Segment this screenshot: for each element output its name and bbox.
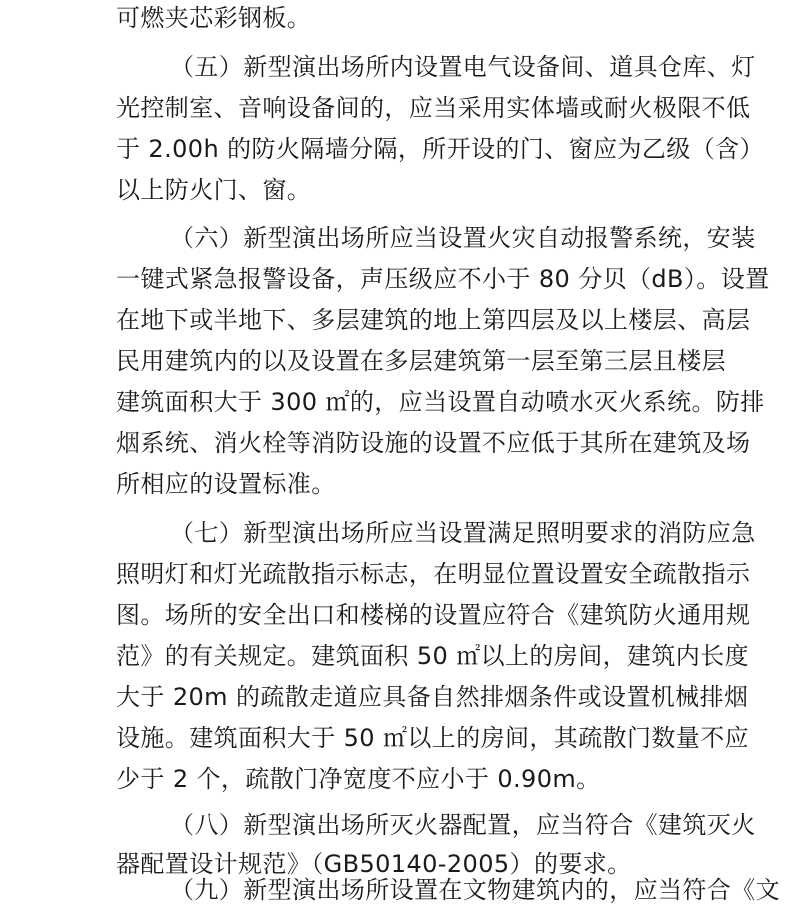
section-5-line-4: 以上防火门、窗。 [116,176,312,204]
section-8-line-1: （八）新型演出场所灭火器配置，应当符合《建筑灭火 [170,811,756,839]
section-8-line-2: 器配置设计规范》（GB50140-2005）的要求。 [116,850,632,878]
section-7-line-5: 大于 20m 的疏散走道应具备自然排烟条件或设置机械排烟 [116,683,749,711]
section-7-line-6: 设施。建筑面积大于 50 ㎡以上的房间，其疏散门数量不应 [116,724,749,752]
section-7-line-4: 范》的有关规定。建筑面积 50 ㎡以上的房间，建筑内长度 [116,642,749,670]
section-6-line-4: 民用建筑内的以及设置在多层建筑第一层至第三层且楼层 [116,347,726,375]
text-line: 可燃夹芯彩钢板。 [116,4,312,32]
section-6-line-5: 建筑面积大于 300 ㎡的，应当设置自动喷水灭火系统。防排 [116,388,765,416]
section-9-line-1: （九）新型演出场所设置在文物建筑内的，应当符合《文 [170,876,780,904]
section-7-line-7: 少于 2 个，疏散门净宽度不应小于 0.90m。 [116,765,601,793]
section-5-line-1: （五）新型演出场所内设置电气设备间、道具仓库、灯 [170,53,756,81]
section-6-line-1: （六）新型演出场所应当设置火灾自动报警系统，安装 [170,224,756,252]
section-7-line-2: 照明灯和灯光疏散指示标志，在明显位置设置安全疏散指示 [116,560,751,588]
section-6-line-3: 在地下或半地下、多层建筑的地上第四层及以上楼层、高层 [116,306,751,334]
section-6-line-6: 烟系统、消火栓等消防设施的设置不应低于其所在建筑及场 [116,429,751,457]
section-6-line-7: 所相应的设置标准。 [116,470,336,498]
section-7-line-3: 图。场所的安全出口和楼梯的设置应符合《建筑防火通用规 [116,601,751,629]
section-7-line-1: （七）新型演出场所应当设置满足照明要求的消防应急 [170,519,756,547]
section-5-line-2: 光控制室、音响设备间的，应当采用实体墙或耐火极限不低 [116,94,751,122]
section-5-line-3: 于 2.00h 的防火隔墙分隔，所开设的门、窗应为乙级（含） [116,135,764,163]
section-6-line-2: 一键式紧急报警设备，声压级应不小于 80 分贝（dB）。设置 [116,265,770,293]
